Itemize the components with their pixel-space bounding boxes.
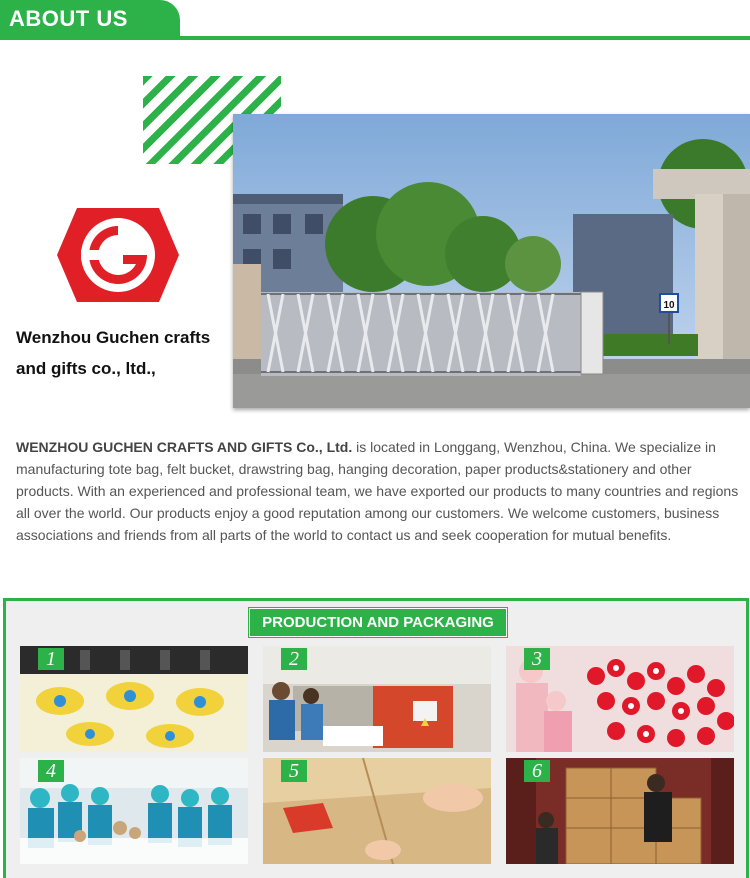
step-badge-3: 3 — [524, 648, 550, 670]
step-badge-1: 1 — [38, 648, 64, 670]
company-name-line2: and gifts co., ltd., — [16, 359, 156, 378]
production-photo-assembly-line — [20, 758, 248, 864]
section-header — [0, 0, 750, 40]
production-section — [3, 598, 749, 878]
header-title: ABOUT US — [9, 6, 128, 31]
factory-gate-photo — [233, 114, 750, 408]
step-badge-4: 4 — [38, 760, 64, 782]
company-description — [16, 436, 740, 546]
step-badge-5: 5 — [281, 760, 307, 782]
packaging-photo-box-taping — [263, 758, 491, 864]
description-company-name: WENZHOU GUCHEN CRAFTS AND GIFTS Co., Ltd. — [16, 439, 353, 455]
header-tab — [0, 0, 180, 38]
production-photo-plush-toys — [506, 646, 734, 752]
company-name-line1: Wenzhou Guchen crafts — [16, 328, 211, 347]
production-photo-printing — [20, 646, 248, 752]
step-badge-2: 2 — [281, 648, 307, 670]
packaging-photo-container-loading — [506, 758, 734, 864]
company-name — [16, 322, 231, 384]
speed-sign-text: 10 — [663, 300, 675, 311]
step-badge-6: 6 — [524, 760, 550, 782]
description-text: is located in Longgang, Wenzhou, China. We specialize in manufacturing tote bag, felt bucket, drawstring bag, hanging decoration, paper products&stationery and other products. With an experienced and professional team, we have exported our products to many countries and regions all over the world. Our products enjoy a good reputation among our customers. We welcome customers, business associations and friends from all parts of the world to contact us and seek cooperation for mutual benefits. — [16, 439, 739, 543]
header-divider — [0, 36, 750, 40]
guchen-logo-icon — [57, 206, 179, 304]
production-title: PRODUCTION AND PACKAGING — [249, 608, 507, 637]
production-photo-workshop — [263, 646, 491, 752]
